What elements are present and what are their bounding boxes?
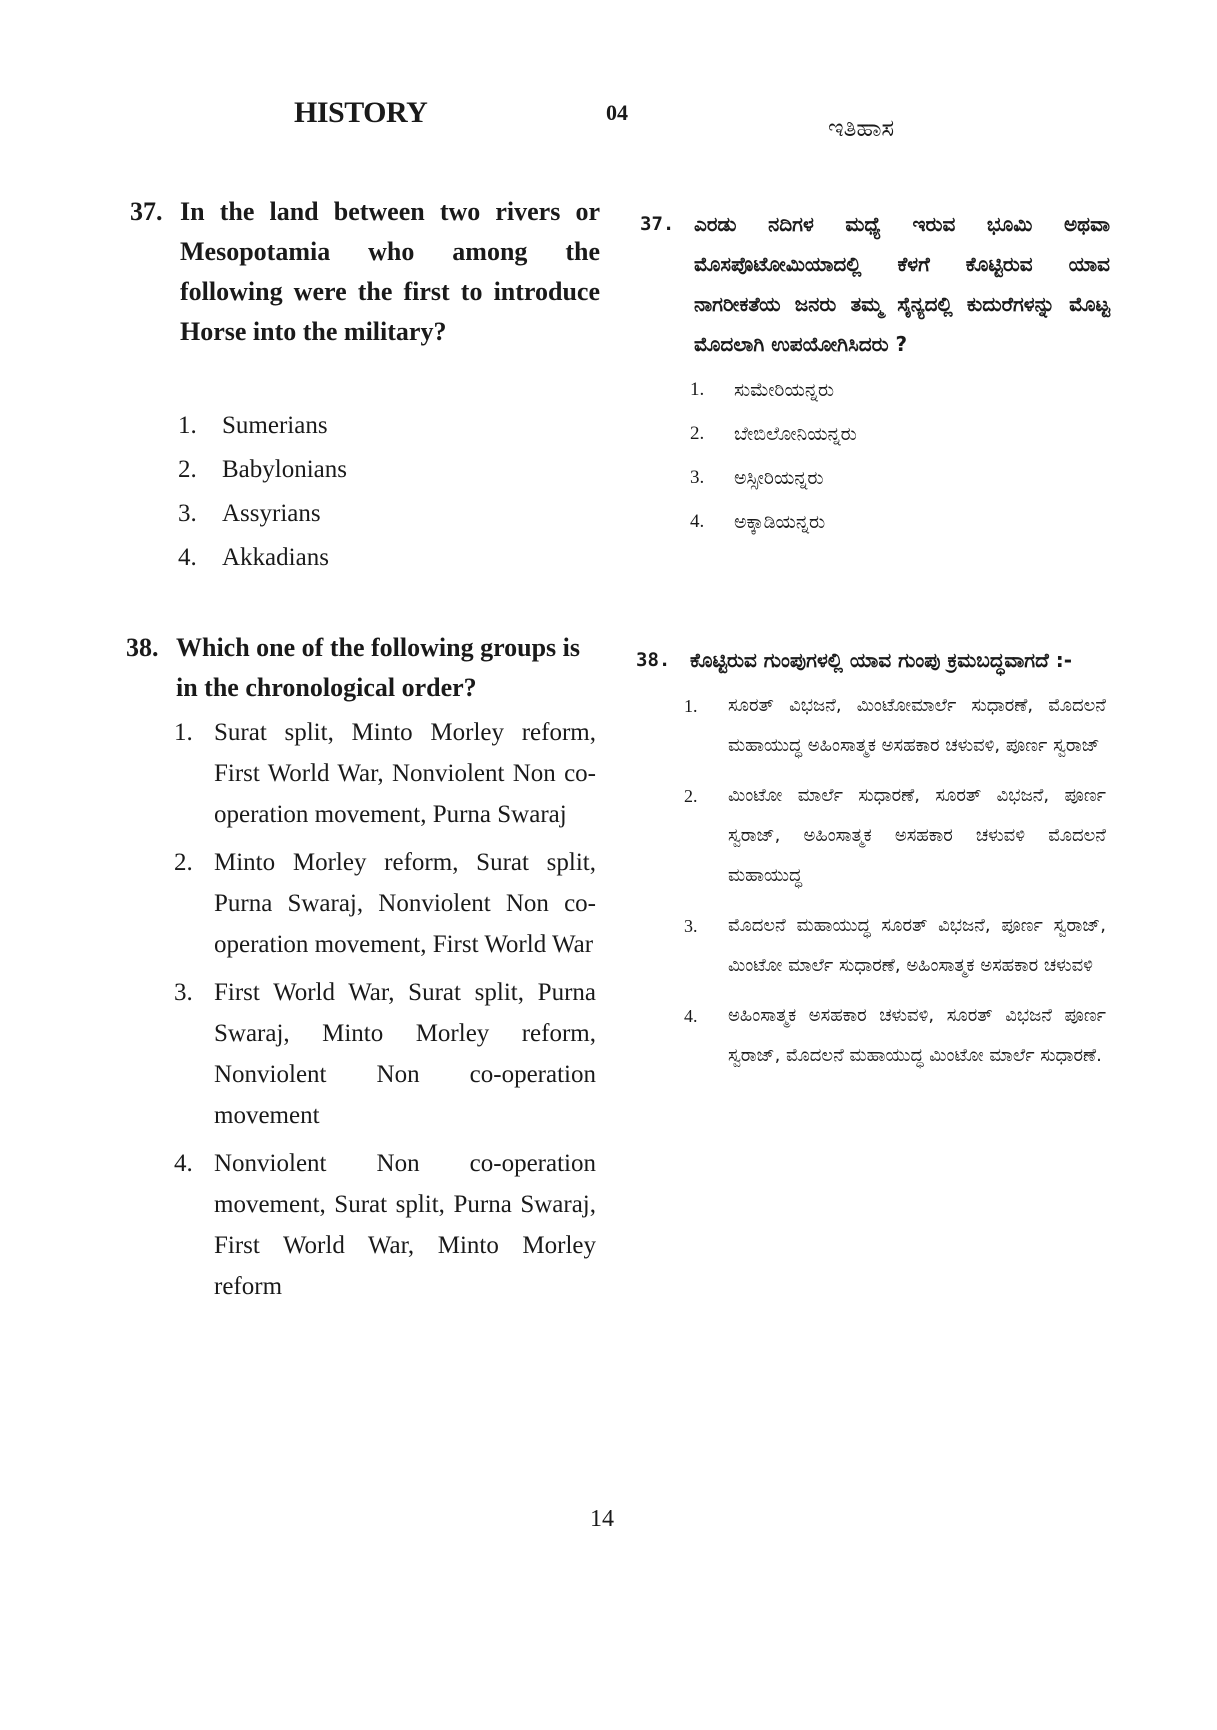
question-38-english [126,628,596,1314]
option-1 [684,686,1106,766]
option-3 [684,906,1106,986]
option-1 [174,712,596,835]
page-header [0,96,1217,146]
option-text: Minto Morley reform, Surat split, Purna Swaraj, Nonviolent Non co-operation movement, First World War [214,849,596,958]
options-list [174,712,596,1307]
option-number: 1. [684,696,698,716]
option-2 [690,412,1110,456]
question-38-stem [126,628,596,708]
option-text: Akkadians [222,544,329,571]
question-38-stem-kannada [636,640,1106,680]
option-number: 1. [690,379,705,400]
option-number: 4. [684,1006,698,1026]
option-number: 2. [178,456,197,483]
option-text: ಸೂರತ್ ವಿಭಜನೆ, ಮಿಂಟೋಮಾರ್ಲೆ ಸುಧಾರಣೆ, ಮೊದಲನೆ ಮಹಾಯುದ್ಧ ಅಹಿಂಸಾತ್ಮಕ ಅಸಹಕಾರ ಚಳುವಳಿ, ಪೂರ್ಣ ಸ್ವರಾಜ್ [728,695,1106,756]
question-number: 37. [130,197,163,226]
option-text: ಸುಮೇರಿಯನ್ನರು [734,379,835,401]
option-number: 3. [178,500,197,527]
option-1 [690,368,1110,412]
option-text: ಮೊದಲನೆ ಮಹಾಯುದ್ಧ ಸೂರತ್ ವಿಭಜನೆ, ಪೂರ್ಣ ಸ್ವರಾಜ್, ಮಿಂಟೋ ಮಾರ್ಲೆ ಸುಧಾರಣೆ, ಅಹಿಂಸಾತ್ಮಕ ಅಸಹಕಾರ ಚಳುವಳಿ [728,915,1106,976]
option-number: 3. [684,916,698,936]
option-4 [690,500,1110,544]
question-number: 38. [126,633,159,662]
option-text: Nonviolent Non co-operation movement, Surat split, Purna Swaraj, First World War, Minto Morley reform [214,1150,596,1300]
option-4 [178,536,600,580]
option-2 [178,448,600,492]
option-1 [178,404,600,448]
option-3 [178,492,600,536]
option-text: ಅಕ್ಕಾಡಿಯನ್ನರು [734,511,826,533]
option-number: 4. [690,511,705,532]
options-list [690,368,1110,544]
options-list [684,686,1106,1076]
option-number: 1. [178,412,197,439]
option-text: Babylonians [222,456,347,483]
option-number: 4. [174,1150,193,1177]
question-number: 38. [636,649,671,671]
question-text: Which one of the following groups is in the chronological order? [176,633,581,702]
option-number: 3. [690,467,705,488]
option-3 [174,972,596,1136]
option-text: ಅಸ್ಸೀರಿಯನ್ನರು [734,467,824,489]
question-37-stem [130,192,600,352]
option-2 [174,842,596,965]
option-text: ಮಿಂಟೋ ಮಾರ್ಲೆ ಸುಧಾರಣೆ, ಸೂರತ್ ವಿಭಜನೆ, ಪೂರ್ಣ ಸ್ವರಾಜ್, ಅಹಿಂಸಾತ್ಮಕ ಅಸಹಕಾರ ಚಳುವಳಿ ಮೊದಲನೆ ಮಹಾಯುದ್ಧ [728,785,1106,886]
option-number: 4. [178,544,197,571]
option-number: 2. [684,786,698,806]
option-number: 3. [174,979,193,1006]
question-number: 37. [640,213,675,235]
subject-title-kannada: ಇತಿಹಾಸ [828,114,895,142]
option-4 [684,996,1106,1076]
option-2 [684,776,1106,896]
options-list [178,404,600,580]
question-37-english [130,192,600,580]
option-4 [174,1143,596,1307]
option-number: 2. [174,849,193,876]
question-text: In the land between two rivers or Mesopotamia who among the following were the first to introduce Horse into the military? [180,197,600,346]
question-37-stem-kannada [640,204,1110,364]
question-text: ಎರಡು ನದಿಗಳ ಮಧ್ಯೆ ಇರುವ ಭೂಮಿ ಅಥವಾ ಮೊಸಪೊಟೋಮಿಯಾದಲ್ಲಿ ಕೆಳಗೆ ಕೊಟ್ಟಿರುವ ಯಾವ ನಾಗರೀಕತೆಯ ಜನರು ತಮ್ಮ ಸೈನ್ಯದಲ್ಲಿ ಕುದುರೆಗಳನ್ನು ಮೊಟ್ಟ ಮೊದಲಾಗಿ ಉಪಯೋಗಿಸಿದರು ? [694,212,1110,356]
subject-code: 04 [606,100,628,125]
subject-title-english: HISTORY [294,96,428,129]
option-text: Sumerians [222,412,328,439]
option-text: Surat split, Minto Morley reform, First World War, Nonviolent Non co-operation movement, Purna Swaraj [214,719,596,828]
option-number: 1. [174,719,193,746]
option-number: 2. [690,423,705,444]
option-text: ಬೇಬಿಲೋನಿಯನ್ನರು [734,423,857,445]
question-38-kannada [636,640,1106,1086]
page-number: 14 [590,1506,614,1532]
option-3 [690,456,1110,500]
option-text: Assyrians [222,500,321,527]
option-text: ಅಹಿಂಸಾತ್ಮಕ ಅಸಹಕಾರ ಚಳುವಳಿ, ಸೂರತ್ ವಿಭಜನೆ ಪೂರ್ಣ ಸ್ವರಾಜ್, ಮೊದಲನೆ ಮಹಾಯುದ್ಧ ಮಿಂಟೋ ಮಾರ್ಲೆ ಸುಧಾರಣೆ. [728,1005,1106,1066]
question-37-kannada [640,204,1110,544]
question-text: ಕೊಟ್ಟಿರುವ ಗುಂಪುಗಳಲ್ಲಿ ಯಾವ ಗುಂಪು ಕ್ರಮಬದ್ಧವಾಗದೆ :- [690,648,1073,672]
option-text: First World War, Surat split, Purna Swaraj, Minto Morley reform, Nonviolent Non co-operation movement [214,979,596,1129]
